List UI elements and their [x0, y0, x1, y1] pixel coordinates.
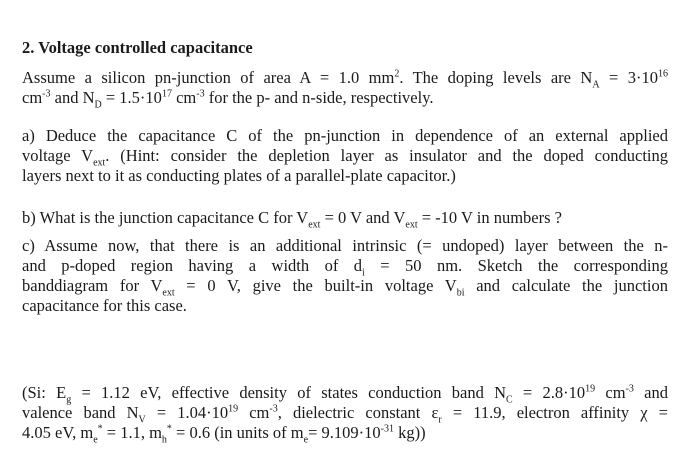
part-c: [22, 236, 668, 316]
constants-note: [22, 383, 668, 446]
part-c-line-2: and p-doped region having a width of $d_i = 50$ nm. Sketch the corresponding: [22, 256, 668, 279]
constants-line-3: 4.05 eV, $m_e^* = 1.1$, $m_h^* = 0.6$ (in units of $m_e= 9.109\cdot 10^{-31}$ kg)): [22, 423, 426, 446]
problem-heading: 2. Voltage controlled capacitance: [22, 38, 253, 57]
part-c-line-1: c) Assume now, that there is an additional intrinsic (= undoped) layer between the n-: [22, 236, 668, 255]
part-a-line-2: voltage $V_{ext}$. (Hint: consider the depletion layer as insulator and the doped conducting: [22, 146, 668, 169]
part-b: [22, 208, 668, 231]
problem-intro: [22, 68, 668, 111]
constants-line-1: (Si: $E_g = 1.12$ eV, effective density of states conduction band $N_C = 2.8\cdot 10^{19}$ $cm^{-3}$ and: [22, 383, 668, 406]
part-c-line-4: capacitance for this case.: [22, 296, 187, 315]
part-a: [22, 126, 668, 186]
intro-line-1: Assume a silicon pn-junction of area A = 1.0 $mm^2$. The doping levels are $N_A = 3\cdot 10^{16}$: [22, 68, 668, 91]
part-a-line-3: layers next to it as conducting plates of a parallel-plate capacitor.): [22, 166, 456, 185]
part-a-line-1: a) Deduce the capacitance C of the pn-junction in dependence of an external applied: [22, 126, 668, 145]
part-b-line-1: b) What is the junction capacitance C for $V_{ext} = 0$ V and $V_{ext} = -10$ V in numbers ?: [22, 208, 562, 231]
constants-line-2: valence band $N_V = 1.04\cdot 10^{19}$ $cm^{-3}$, dielectric constant $\varepsilon_r = 11.9$, electron affinity χ =: [22, 403, 668, 426]
part-c-line-3: banddiagram for $V_{ext} = 0$ V, give the built-in voltage $V_{bi}$ and calculate the junction: [22, 276, 668, 299]
intro-line-2: $cm^{-3}$ and $N_D = 1.5\cdot 10^{17}$ $cm^{-3}$ for the p- and n-side, respectively.: [22, 88, 434, 111]
